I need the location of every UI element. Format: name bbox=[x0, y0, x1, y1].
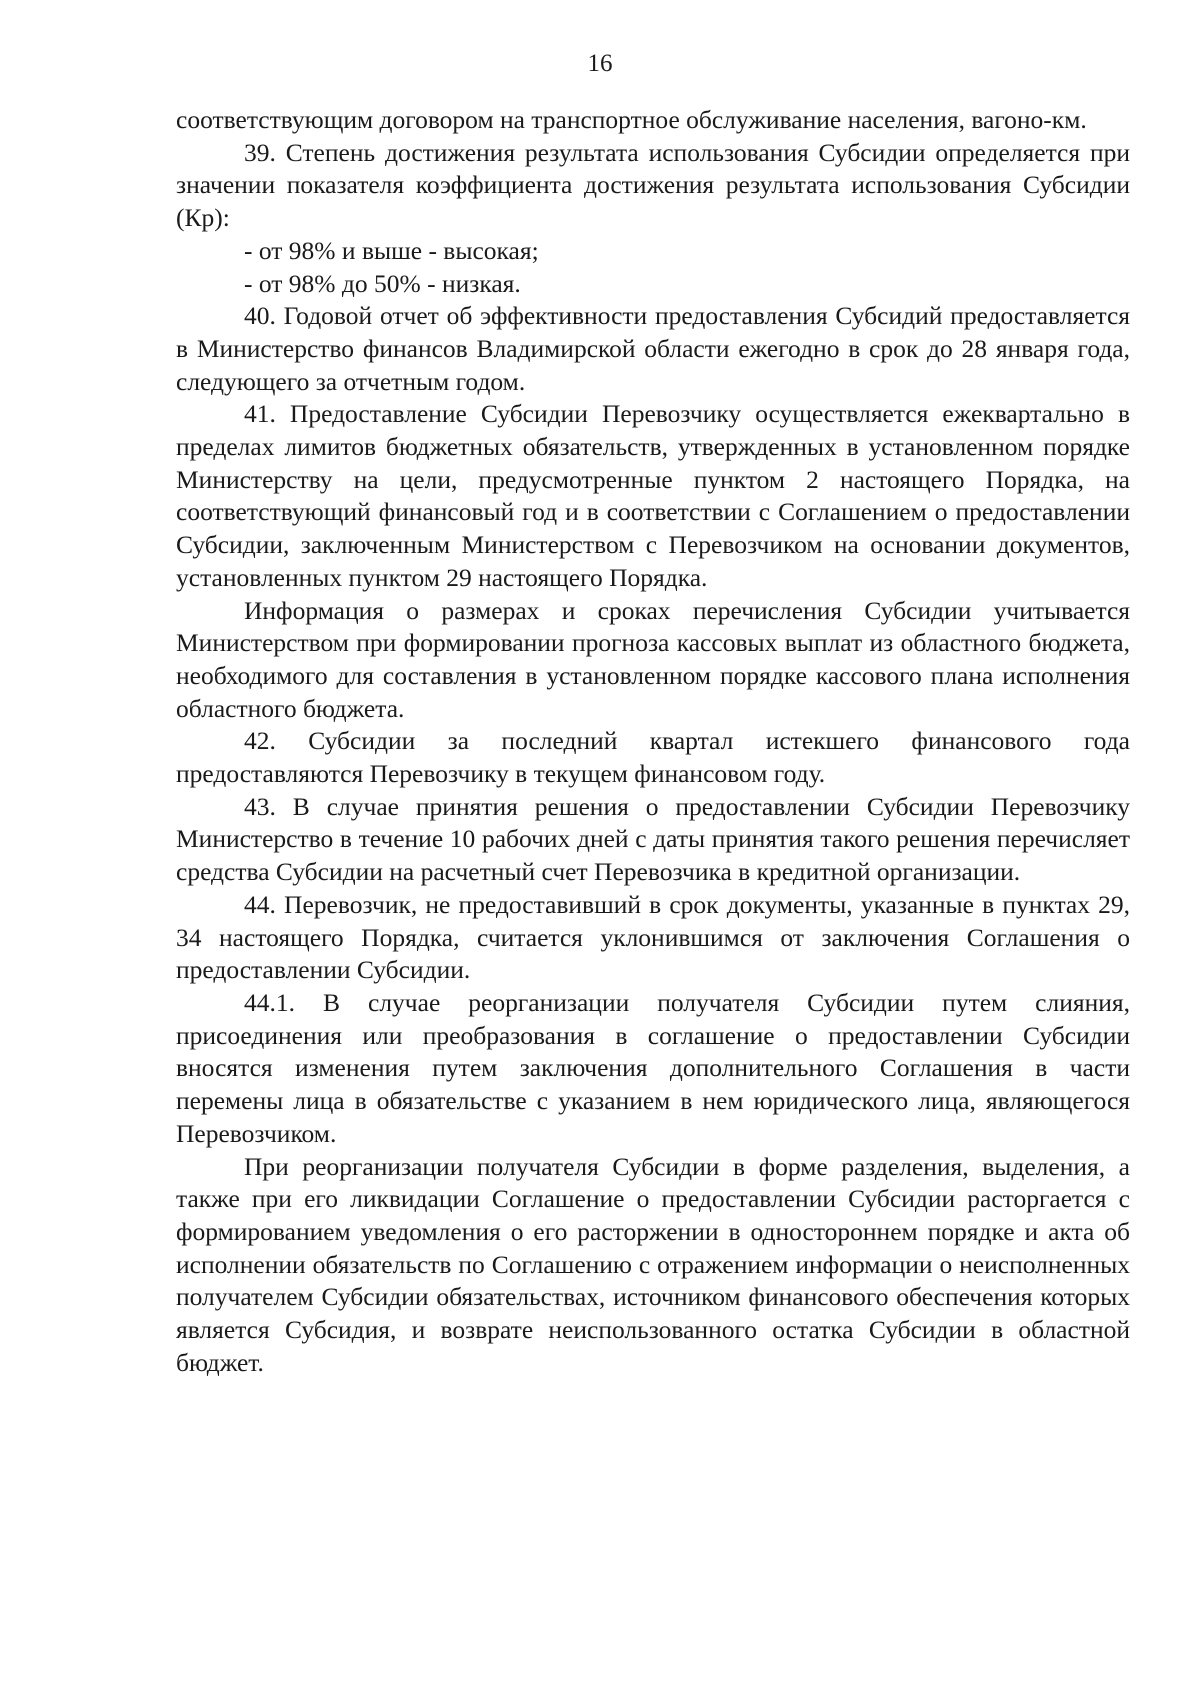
paragraph-41-info: Информация о размерах и сроках перечисления Субсидии учитывается Министерством при формировании прогноза кассовых выплат из областного бюджета, необходимого для составления в установленном порядке кассового плана исполнения областного бюджета. bbox=[176, 595, 1130, 723]
list-item-low: - от 98% до 50% - низкая. bbox=[244, 268, 521, 298]
document-body bbox=[176, 104, 1130, 1379]
list-item-high: - от 98% и выше - высокая; bbox=[244, 235, 539, 265]
paragraph-44-1: 44.1. В случае реорганизации получателя Субсидии путем слияния, присоединения или преобразования в соглашение о предоставлении Субсидии вносятся изменения путем заключения дополнительного Соглашения в части перемены лица в обязательстве с указанием в нем юридического лица, являющегося Перевозчиком. bbox=[176, 987, 1130, 1148]
paragraph-39: 39. Степень достижения результата использования Субсидии определяется при значении показателя коэффициента достижения результата использования Субсидии (Кр): bbox=[176, 137, 1130, 233]
paragraph-continuation: соответствующим договором на транспортное обслуживание населения, вагоно-км. bbox=[176, 105, 1087, 134]
paragraph-40: 40. Годовой отчет об эффективности предоставления Субсидий предоставляется в Министерство финансов Владимирской области ежегодно в срок до 28 января года, следующего за отчетным годом. bbox=[176, 301, 1130, 396]
paragraph-42: 42. Субсидии за последний квартал истекшего финансового года предоставляются Перевозчику в текущем финансовом году. bbox=[176, 726, 1130, 789]
paragraph-44: 44. Перевозчик, не предоставивший в срок документы, указанные в пунктах 29, 34 настоящего Порядка, считается уклонившимся от заключения Соглашения о предоставлении Субсидии. bbox=[176, 889, 1130, 985]
paragraph-41: 41. Предоставление Субсидии Перевозчику осуществляется ежеквартально в пределах лимитов бюджетных обязательств, утвержденных в установленном порядке Министерству на цели, предусмотренные пунктом 2 настоящего Порядка, на соответствующий финансовый год и в соответствии с Соглашением о предоставлении Субсидии, заключенным Министерством с Перевозчиком на основании документов, установленных пунктом 29 настоящего Порядка. bbox=[176, 399, 1130, 592]
page-number: 16 bbox=[587, 50, 613, 77]
paragraph-43: 43. В случае принятия решения о предоставлении Субсидии Перевозчику Министерство в течение 10 рабочих дней с даты принятия такого решения перечисляет средства Субсидии на расчетный счет Перевозчика в кредитной организации. bbox=[176, 791, 1130, 887]
paragraph-44-1-reorganization: При реорганизации получателя Субсидии в форме разделения, выделения, а также при его ликвидации Соглашение о предоставлении Субсидии расторгается с формированием уведомления о его расторжении в одностороннем порядке и акта об исполнении обязательств по Соглашению с отражением информации о неисполненных получателем Субсидии обязательствах, источником финансового обеспечения которых является Субсидия, и возврате неиспользованного остатка Субсидии в областной бюджет. bbox=[176, 1151, 1130, 1377]
